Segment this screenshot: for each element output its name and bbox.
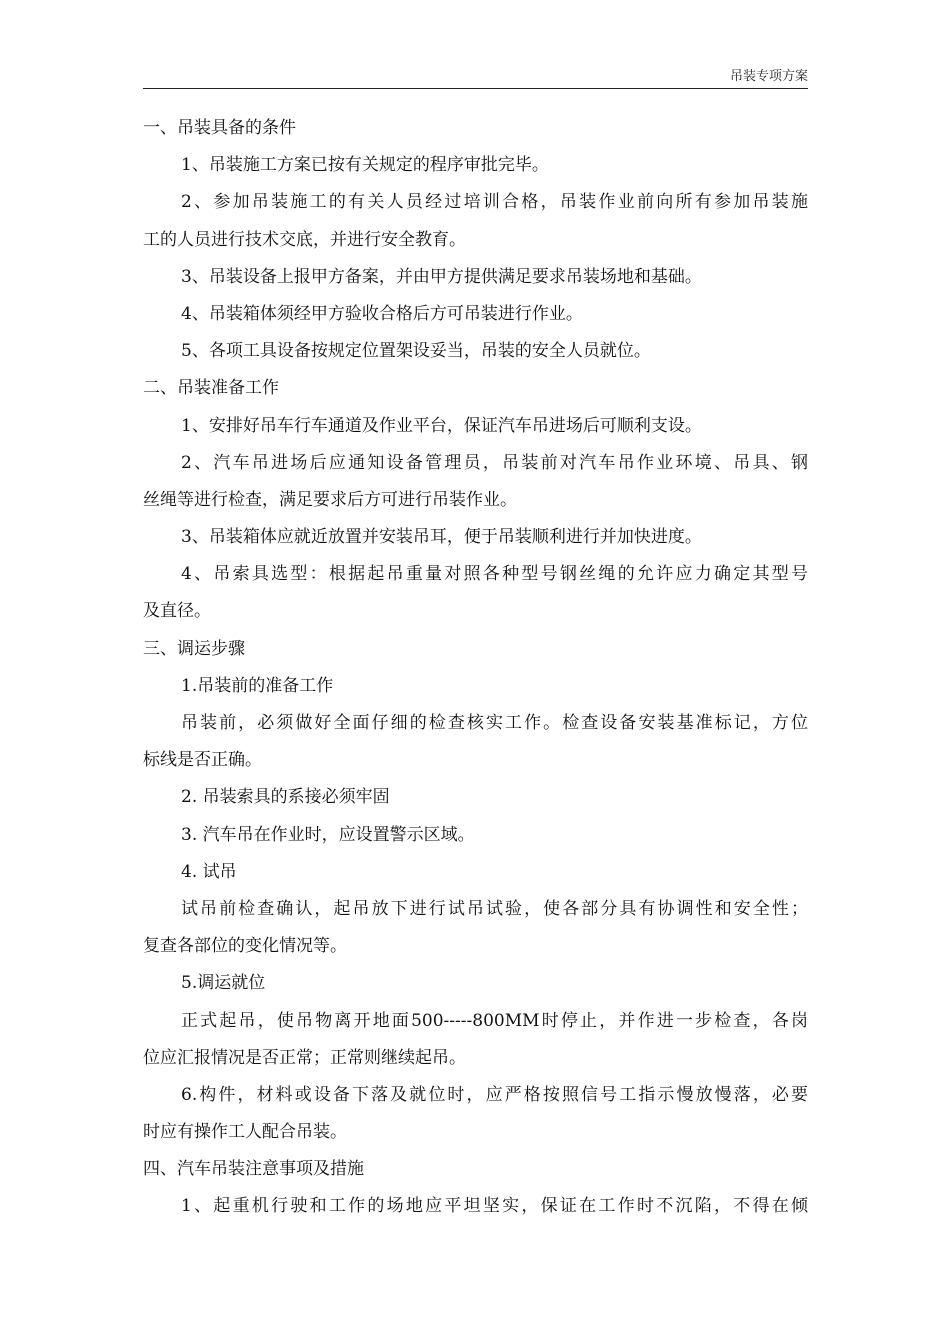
text-line: 2、参加吊装施工的有关人员经过培训合格，吊装作业前向所有参加吊装施 — [181, 192, 808, 213]
document-body — [143, 110, 808, 1226]
text-line: 二、吊装准备工作 — [143, 378, 279, 399]
text-line: 工的人员进行技术交底，并进行安全教育。 — [143, 229, 466, 250]
text-line: 5、各项工具设备按规定位置架设妥当，吊装的安全人员就位。 — [181, 341, 651, 362]
text-line: 3. 汽车吊在作业时，应设置警示区域。 — [181, 824, 475, 845]
text-line: 2. 吊装索具的系接必须牢固 — [181, 787, 390, 808]
text-line: 3、吊装箱体应就近放置并安装吊耳，便于吊装顺利进行并加快进度。 — [181, 527, 702, 548]
header-title: 吊装专项方案 — [729, 69, 808, 84]
text-line: 1、吊装施工方案已按有关规定的程序审批完毕。 — [181, 155, 549, 176]
text-line: 三、调运步骤 — [143, 638, 245, 659]
text-line: 4. 试吊 — [181, 861, 237, 882]
text-line: 四、汽车吊装注意事项及措施 — [143, 1159, 364, 1180]
text-line: 正式起吊，使吊物离开地面500-----800MM时停止，并作进一步检查，各岗 — [181, 1010, 808, 1031]
text-line: 及直径。 — [143, 601, 211, 622]
text-line: 4、吊索具选型：根据起吊重量对照各种型号钢丝绳的允许应力确定其型号 — [181, 564, 808, 585]
text-line: 4、吊装箱体须经甲方验收合格后方可吊装进行作业。 — [181, 303, 583, 324]
text-line: 1、安排好吊车行车通道及作业平台，保证汽车吊进场后可顺利支设。 — [181, 415, 702, 436]
text-line: 时应有操作工人配合吊装。 — [143, 1122, 347, 1143]
text-line: 3、吊装设备上报甲方备案，并由甲方提供满足要求吊装场地和基础。 — [181, 266, 702, 287]
text-line: 1.吊装前的准备工作 — [181, 675, 334, 696]
text-line: 丝绳等进行检查，满足要求后方可进行吊装作业。 — [143, 489, 517, 510]
text-line: 2、汽车吊进场后应通知设备管理员，吊装前对汽车吊作业环境、吊具、钢 — [181, 452, 808, 473]
text-line: 复查各部位的变化情况等。 — [143, 936, 347, 957]
text-line: 吊装前，必须做好全面仔细的检查核实工作。检查设备安装基准标记，方位 — [181, 713, 808, 733]
text-line: 一、吊装具备的条件 — [143, 118, 296, 138]
text-line: 试吊前检查确认，起吊放下进行试吊试验，使各部分具有协调性和安全性； — [181, 898, 808, 919]
text-line: 标线是否正确。 — [143, 750, 262, 771]
text-line: 6.构件，材料或设备下落及就位时，应严格按照信号工指示慢放慢落，必要 — [181, 1084, 808, 1105]
text-line: 位应汇报情况是否正常；正常则继续起吊。 — [143, 1047, 466, 1068]
text-line: 5.调运就位 — [181, 973, 266, 994]
text-line: 1、起重机行驶和工作的场地应平坦坚实，保证在工作时不沉陷，不得在倾 — [181, 1196, 808, 1217]
page-header — [143, 68, 808, 89]
